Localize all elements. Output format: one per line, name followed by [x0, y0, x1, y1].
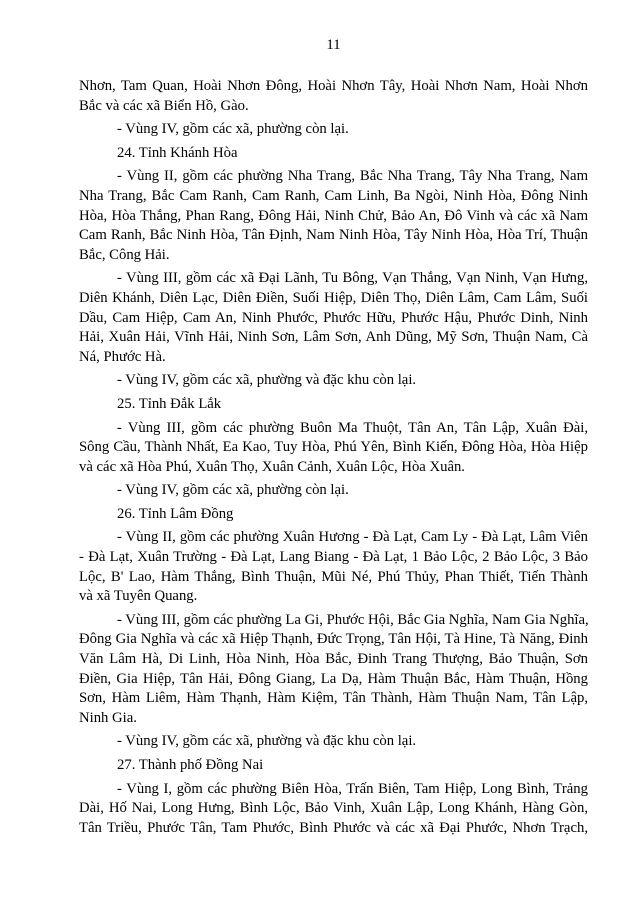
zone-paragraph [79, 120, 588, 140]
zone-paragraph [79, 611, 588, 729]
text-line: - Vùng IV, gồm các xã, phường còn lại. [117, 482, 349, 499]
text-line: Hải, Xuân Hải, Vĩnh Hải, Ninh Sơn, Lâm Sơn, Anh Dũng, Mỹ Sơn, Thuận Nam, Cà [79, 329, 588, 346]
text-line: Sơn, Hàm Liêm, Hàm Thạnh, Hàm Kiệm, Tân Thành, Hàm Thuận Nam, Tân Lập, [79, 690, 588, 707]
text-line: Cam Ranh, Bắc Ninh Hòa, Tân Định, Nam Ninh Hòa, Tây Ninh Hòa, Hòa Trí, Thuận [79, 227, 588, 244]
text-line: Dầu, Cam Hiệp, Cam An, Ninh Phước, Phước Hữu, Phước Hậu, Phước Dinh, Ninh [79, 309, 588, 326]
zone-paragraph [79, 371, 588, 391]
text-line: Nhơn, Tam Quan, Hoài Nhơn Đông, Hoài Nhơn Tây, Hoài Nhơn Nam, Hoài Nhơn [79, 78, 588, 94]
text-line: - Vùng III, gồm các phường La Gi, Phước Hội, Bắc Gia Nghĩa, Nam Gia Nghĩa, [117, 611, 589, 628]
zone-paragraph [79, 419, 588, 478]
text-line: - Vùng III, gồm các phường Buôn Ma Thuột, Tân An, Tân Lập, Xuân Đài, [117, 419, 588, 436]
text-line: - Vùng IV, gồm các xã, phường còn lại. [117, 121, 349, 138]
text-line: Sông Cầu, Thành Nhất, Ea Kao, Tuy Hòa, Phú Yên, Bình Kiến, Đông Hòa, Hòa Hiệp [79, 439, 588, 456]
text-line: - Vùng IV, gồm các xã, phường và đặc khu còn lại. [117, 372, 417, 389]
zone-paragraph [79, 780, 588, 839]
text-line: - Vùng IV, gồm các xã, phường và đặc khu còn lại. [117, 733, 417, 750]
page-number: 11 [326, 37, 341, 53]
zone-paragraph [79, 732, 588, 752]
text-line: 27. Thành phố Đồng Nai [117, 757, 264, 773]
province-heading [79, 395, 588, 415]
province-heading [79, 756, 588, 776]
text-line: Bắc, Công Hải. [79, 246, 170, 263]
text-line: Tân Triều, Phước Tân, Tam Phước, Bình Phước và các xã Đại Phước, Nhơn Trạch, [79, 819, 588, 836]
zone-paragraph [79, 269, 588, 367]
province-heading [79, 144, 588, 164]
text-line: 25. Tỉnh Đắk Lắk [117, 395, 222, 412]
zone-paragraph [79, 528, 588, 606]
text-line: Dài, Hố Nai, Long Hưng, Bình Lộc, Bảo Vinh, Xuân Lập, Long Khánh, Hàng Gòn, [79, 800, 588, 817]
text-line: Diên Khánh, Diên Lạc, Diên Điền, Suối Hiệp, Diên Thọ, Diên Lâm, Cam Lâm, Suối [79, 289, 588, 306]
text-line: 24. Tỉnh Khánh Hòa [117, 144, 238, 161]
text-line: - Vùng III, gồm các xã Đại Lãnh, Tu Bông, Vạn Thắng, Vạn Ninh, Vạn Hưng, [117, 270, 588, 287]
text-line: và các xã Hòa Phú, Xuân Thọ, Xuân Cảnh, Xuân Lộc, Hòa Xuân. [79, 458, 465, 475]
document-body [79, 77, 588, 838]
text-line: - Vùng II, gồm các phường Xuân Hương - Đà Lạt, Cam Ly - Đà Lạt, Lâm Viên [117, 529, 588, 546]
text-line: 26. Tỉnh Lâm Đồng [117, 505, 234, 522]
zone-paragraph [79, 167, 588, 265]
text-line: - Đà Lạt, Xuân Trường - Đà Lạt, Lang Biang - Đà Lạt, 1 Bảo Lộc, 2 Bảo Lộc, 3 Bảo [79, 549, 588, 566]
zone-paragraph [79, 481, 588, 501]
text-line: Ninh Gia. [79, 709, 137, 726]
text-line: Hòa, Hòa Thắng, Phan Rang, Đông Hải, Ninh Chử, Bảo An, Đô Vinh và các xã Nam [79, 207, 588, 224]
text-line: Lộc, B' Lao, Hàm Thắng, Bình Thuận, Mũi Né, Phú Thủy, Phan Thiết, Tiến Thành [79, 568, 588, 585]
text-line: Nha Trang, Bắc Cam Ranh, Cam Ranh, Cam Linh, Ba Ngòi, Ninh Hòa, Đông Ninh [79, 187, 588, 204]
text-line: Ná, Phước Hà. [79, 348, 166, 365]
text-line: Đông Gia Nghĩa và các xã Hiệp Thạnh, Đức Trọng, Tân Hội, Tà Hine, Tà Năng, Đinh [79, 631, 588, 648]
text-line: Điền, Gia Hiệp, Tân Hải, Đông Giang, La Dạ, Hàm Thuận Bắc, Hàm Thuận, Hồng [79, 670, 588, 687]
text-line: và xã Tuyên Quang. [79, 588, 198, 605]
province-heading [79, 505, 588, 525]
continuation-paragraph [79, 77, 588, 116]
text-line: Bắc và các xã Biển Hồ, Gào. [79, 97, 249, 114]
text-line: Văn Lâm Hà, Di Linh, Hòa Ninh, Hòa Bắc, Đinh Trang Thượng, Bảo Thuận, Sơn [79, 651, 588, 668]
text-line: - Vùng II, gồm các phường Nha Trang, Bắc Nha Trang, Tây Nha Trang, Nam [117, 168, 588, 185]
text-line: - Vùng I, gồm các phường Biên Hòa, Trấn Biên, Tam Hiệp, Long Bình, Trảng [117, 780, 588, 797]
